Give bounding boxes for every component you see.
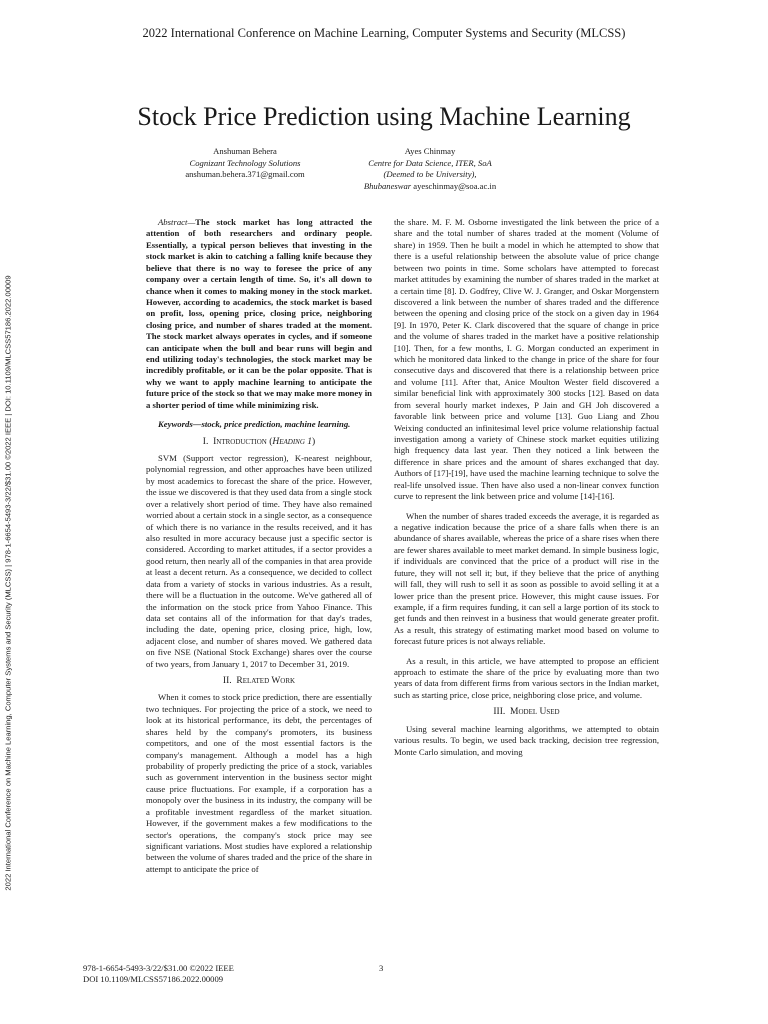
conference-header: 2022 International Conference on Machine Learning, Computer Systems and Security (MLCSS) — [142, 26, 626, 40]
related-work-text: When it comes to stock price prediction, there are essentially two techniques. For projecting the price of a stock, we need to look at its historical performance, its debt, the percentages of shares held by the company's promoters, its business competitors, and one of the most essential factors is the company's management. Although a model has a high probability of properly predicting the price of a stock, variables such as government intervention in the business sector might cause price fluctuations. For example, if a corporation has a monopoly over the business in its industry, the company will be a profitable investment regardless of the market situation. However, if the government makes a few modifications to the sector's operations, the company's stock price may see significant variations. Most studies have explored a relationship between the volume of shares traded and the price of the share in attempt to anticipate the price of — [146, 692, 372, 874]
author-name: Ayes Chinmay — [404, 146, 456, 156]
section-heading-introduction: I. Introduction (Heading 1) — [202, 436, 316, 447]
author-block-1 — [155, 146, 335, 181]
section-heading-model-used — [394, 707, 659, 718]
related-work-paragraph: When the number of shares traded exceeds the average, it is regarded as a negative indication because the price of a share falls when there is an abundance of shares available, whereas the price of a share rises when there are fewer shares available to meet market demand. In simple business logic, if individuals are convinced that the price of a product will rise in the future, they will not sell it; but, if they believe that the price of anything will fall, they will rush to sell it as soon as possible to avoid selling it at a lower price than the present price. However, this might cause issues. For example, if a firm requires funding, it can sell a large portion of its stock to get funds and then reinvest in a business that would generate greater profit. As a result, this strategy of estimating market mood based on volume to forecast future prices is not always reliable. — [394, 510, 659, 647]
section-title: Model Used — [510, 707, 560, 718]
model-used-text: Using several machine learning algorithms, we attempted to obtain various results. To begin, we used back tracking, decision tree regression, Monte Carlo simulation, and moving — [394, 723, 659, 757]
section-numeral: I. — [202, 436, 209, 447]
related-work-continued: the share. M. F. M. Osborne investigated the link between the price of a share and the total number of shares traded at the moment (Volume of share) in 1959. Then he built a model in which he attempted to show that there is a useful relationship between the absolute value of price change between two points in time. Some scholars have attempted to forecast market attitudes by examining the number of shares traded in the market at a certain time [8]. D. Godfrey, Clive W. J. Granger, and Oskar Morgenstern discovered a link between the number of shares traded and the difference between the opening and closing price of the stock on a given day in 1964 [9]. In 1970, Peter K. Clark discovered that the square of change in price and the volume of shares traded in the market have a positive relationship [10]. Then, for a few months, I. G. Morgan conducted an experiment in which he monitored data linked to the change in price of the share for four consecutive days and discovered that there is a relationship between price and volume [11]. After that, Anice Moulton Wester field discovered a similar beneficial link with approximately 300 stocks [12]. Based on data from several hourly market indexes, P Jain and GH Joh discovered a favorable link between price and volume [13]. Guo Liang and Zhou Weixing conducted an infinitesimal level price volume relationship factual investigation among a variety of Chinese stock market equities utilizing high frequency data last year. Then they noticed a link between the difference in share prices and the amount of shares exchanged that day. Authors of [17]-[19], have used the machine learning technique to solve the real-life unsolved issue. Then have also used a non-linear convex function curve to represent the link between price and volume [14]-[16]. — [394, 217, 659, 502]
keywords — [146, 419, 372, 430]
section-numeral: II. — [222, 676, 232, 687]
author-block-2 — [340, 146, 520, 192]
right-column — [394, 217, 659, 758]
keywords-text: stock, price prediction, machine learning. — [201, 419, 351, 430]
author-location-email — [340, 181, 520, 193]
section-note: Heading 1 — [272, 436, 313, 447]
author-name: Anshuman Behera — [213, 146, 277, 156]
related-work-paragraph: As a result, in this article, we have attempted to propose an efficient approach to estimate the share of the price by evaluating more than two years of data from different firms from various sectors in the Indian market, such as starting price, close price, neighboring close price, and volume. — [394, 655, 659, 700]
section-heading-related-work — [146, 676, 372, 687]
author-affiliation: Cognizant Technology Solutions — [189, 157, 301, 168]
footer-isbn: 978-1-6654-5493-3/22/$31.00 ©2022 IEEE — [83, 963, 234, 973]
introduction-text: SVM (Support vector regression), K-nearest neighbour, polynomial regression, and other approaches have been utilized by most academics to forecast the share of the price. However, the issue we discovered is that they used data from a single stock over a relatively short period of time. They have also remained worried about a certain stock in a single sector, as a consequence of which there is no variance in the results received, and it has also resulted in more accuracy because just a specific sector is considered. According to market attitudes, if a sector provides a good return, then nearly all of the companies in that area provide at least a decent return. As a consequence, we decided to collect data from a variety of stocks in various industries. As a result, there will be a fluctuation in the outcome. We've gathered all of the information on the stock price from Yahoo Finance. This data set contains all of the information for that day's trades, including the date, opening price, closing price, high, low, adjacent close, and number of shares moved. We gathered data on five NSE (National Stock Exchange) shares over the course of two years, from January 1, 2017 to December 31, 2019. — [146, 453, 372, 669]
left-column — [146, 217, 372, 875]
author-affiliation-2: (Deemed to be University), — [383, 169, 477, 180]
section-title: Related Work — [236, 676, 296, 687]
side-identifier-text: 2022 International Conference on Machine Learning, Computer Systems and Security (MLCSS) | 978-1-6654-5493-3/22/$31.00 ©2022 IEEE | DOI: 10.1109/MLCSS57186.2022.00009 — [3, 275, 13, 891]
paper-title: Stock Price Prediction using Machine Learning — [137, 102, 631, 131]
abstract — [146, 217, 372, 411]
abstract-text: The stock market has long attracted the attention of both researchers and ordinary people. Essentially, a typical person believes that investing in the stock market is akin to catching a falling knife because they believe that there is no way to foresee the price of any company over a certain length of time. So, it's all down to chance when it comes to making money in the stock market. However, according to academics, the stock market is based on profit, loss, opening price, closing price, neighboring closing price, and number of shares traded at the moment. The stock market always operates in cycles, and if someone can anticipate when the bull and bear runs will begin and end utilizing today's technologies, the stock market may be incredibly profitable, or it can be the polar opposite. That is why we want to apply machine learning to anticipate the future price of the stock so that we may make more money in a shorter period of time while minimizing risk. — [146, 217, 373, 410]
section-title: Introduction — [213, 436, 267, 447]
author-email: anshuman.behera.371@gmail.com — [185, 169, 305, 180]
footer-publication-info — [83, 963, 234, 985]
footer-doi: DOI 10.1109/MLCSS57186.2022.00009 — [83, 974, 224, 984]
author-affiliation: Centre for Data Science, ITER, SoA — [368, 157, 492, 168]
keywords-lead: Keywords— — [158, 419, 202, 430]
author-city: Bhubaneswar — [363, 180, 412, 191]
side-identifier — [1, 188, 15, 978]
abstract-lead: Abstract— — [158, 217, 196, 227]
page-number: 3 — [379, 963, 384, 973]
section-numeral: III. — [493, 707, 506, 718]
author-email: ayeschinmay@soa.ac.in — [413, 180, 497, 191]
